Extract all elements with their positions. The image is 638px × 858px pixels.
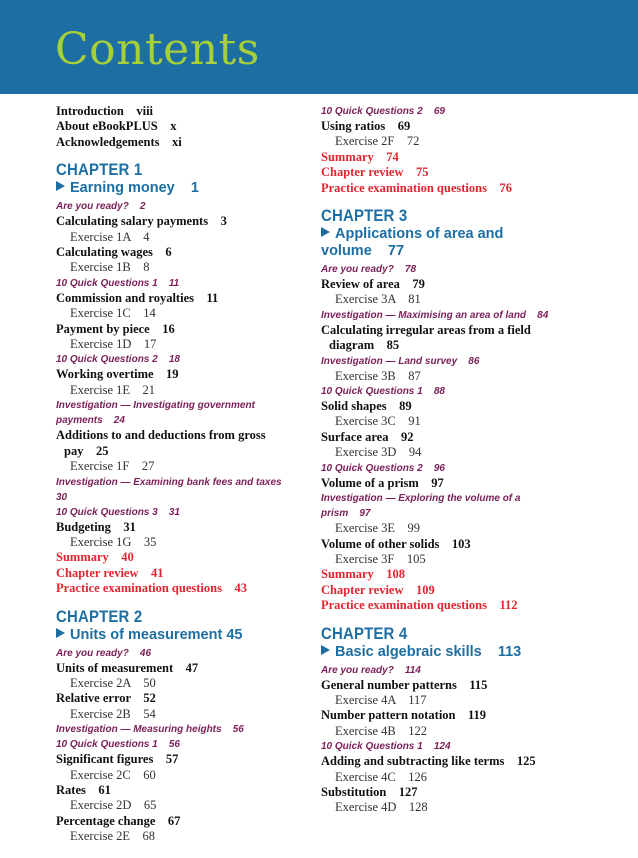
exercise-entry[interactable]: Exercise 1A 4 <box>70 229 150 244</box>
section-entry[interactable]: Volume of other solids 103 <box>321 536 471 551</box>
section-entry[interactable]: Units of measurement 47 <box>56 660 199 675</box>
activity-entry[interactable]: Investigation — Exploring the volume of a prism 97 <box>321 493 524 520</box>
activity-entry[interactable]: 10 Quick Questions 1 56 <box>56 739 180 751</box>
section-entry[interactable]: Commission and royalties 11 <box>56 290 219 305</box>
chapter-heading[interactable]: CHAPTER 1 <box>56 160 143 180</box>
section-entry[interactable]: Budgeting 31 <box>56 519 136 534</box>
review-entry[interactable]: Chapter review 75 <box>321 165 429 180</box>
section-entry[interactable]: Review of area 79 <box>321 277 425 292</box>
exercise-entry[interactable]: Exercise 4B 122 <box>335 723 427 738</box>
section-entry[interactable]: Additions to and deductions from gross pay 25 <box>56 428 269 458</box>
activity-entry[interactable]: Are you ready? 78 <box>321 264 417 276</box>
triangle-arrow-icon <box>56 181 65 191</box>
chapter-title[interactable] <box>56 180 282 197</box>
chapter-title-text: Applications of area and volume 77 <box>321 226 508 260</box>
chapter-heading[interactable]: CHAPTER 2 <box>56 606 143 626</box>
section-entry[interactable]: Introduction viii <box>56 104 154 118</box>
exercise-entry[interactable]: Exercise 4A 117 <box>335 692 427 707</box>
exercise-entry[interactable]: Exercise 1E 21 <box>70 382 156 397</box>
section-entry[interactable]: Relative error 52 <box>56 691 156 706</box>
exercise-entry[interactable]: Exercise 2F 72 <box>335 134 420 149</box>
exercise-entry[interactable]: Exercise 4D 128 <box>335 800 428 815</box>
section-entry[interactable]: Volume of a prism 97 <box>321 475 444 490</box>
review-entry[interactable]: Summary 108 <box>321 567 406 582</box>
review-entry[interactable]: Practice examination questions 112 <box>321 598 518 613</box>
exercise-entry[interactable]: Exercise 3B 87 <box>335 368 421 383</box>
chapter-title-text: Units of measurement 45 <box>70 626 243 643</box>
exercise-entry[interactable]: Exercise 3E 99 <box>335 521 421 536</box>
section-entry[interactable]: Acknowledgements xi <box>56 134 182 149</box>
activity-entry[interactable]: Are you ready? 114 <box>321 664 421 676</box>
chapter-heading[interactable]: CHAPTER 3 <box>321 206 408 226</box>
activity-entry[interactable]: 10 Quick Questions 2 96 <box>321 462 445 474</box>
exercise-entry[interactable]: Exercise 3C 91 <box>335 414 421 429</box>
exercise-entry[interactable]: Exercise 2B 54 <box>70 706 156 721</box>
section-entry[interactable]: Working overtime 19 <box>56 367 179 382</box>
section-entry[interactable]: Calculating wages 6 <box>56 245 172 260</box>
activity-entry[interactable]: Are you ready? 46 <box>56 647 152 659</box>
exercise-entry[interactable]: Exercise 3F 105 <box>335 551 426 566</box>
activity-entry[interactable]: Are you ready? 2 <box>56 201 146 213</box>
section-entry[interactable]: Solid shapes 89 <box>321 399 412 414</box>
section-entry[interactable]: Surface area 92 <box>321 429 414 444</box>
section-entry[interactable]: Payment by piece 16 <box>56 321 175 336</box>
section-entry[interactable]: General number patterns 115 <box>321 677 488 692</box>
section-entry[interactable]: Calculating salary payments 3 <box>56 214 227 229</box>
exercise-entry[interactable]: Exercise 1D 17 <box>70 337 157 352</box>
review-entry[interactable]: Chapter review 41 <box>56 565 164 580</box>
exercise-entry[interactable]: Exercise 4C 126 <box>335 769 427 784</box>
activity-entry[interactable]: Investigation — Land survey 86 <box>321 355 480 367</box>
activity-entry[interactable]: 10 Quick Questions 1 11 <box>56 277 180 289</box>
exercise-entry[interactable]: Exercise 1F 27 <box>70 459 155 474</box>
activity-entry[interactable]: Investigation — Investigating government payments 24 <box>56 400 258 427</box>
exercise-entry[interactable]: Exercise 3D 94 <box>335 445 422 460</box>
exercise-entry[interactable]: Exercise 1G 35 <box>70 534 157 549</box>
toc-left-column <box>56 104 293 845</box>
activity-entry[interactable]: 10 Quick Questions 2 18 <box>56 354 180 366</box>
chapter-title[interactable] <box>321 644 549 661</box>
activity-entry[interactable]: 10 Quick Questions 2 69 <box>321 106 445 117</box>
section-entry[interactable]: Adding and subtracting like terms 125 <box>321 754 536 769</box>
chapter-title[interactable] <box>56 627 282 644</box>
review-entry[interactable]: Summary 40 <box>56 550 134 565</box>
exercise-entry[interactable]: Exercise 1C 14 <box>70 306 156 321</box>
section-entry[interactable]: About eBookPLUS x <box>56 119 177 134</box>
section-entry[interactable]: Using ratios 69 <box>321 119 411 133</box>
exercise-entry[interactable]: Exercise 2D 65 <box>70 798 157 813</box>
triangle-arrow-icon <box>56 628 65 638</box>
section-entry[interactable]: Significant figures 57 <box>56 752 179 767</box>
section-entry[interactable]: Percentage change 67 <box>56 813 181 828</box>
activity-entry[interactable]: Investigation — Measuring heights 56 <box>56 724 244 736</box>
activity-entry[interactable]: Investigation — Maximising an area of land 84 <box>321 309 549 321</box>
exercise-entry[interactable]: Exercise 2A 50 <box>70 675 156 690</box>
toc-right-column <box>321 104 549 816</box>
exercise-entry[interactable]: Exercise 1B 8 <box>70 260 150 275</box>
exercise-entry[interactable]: Exercise 2C 60 <box>70 767 156 782</box>
page-title: Contents <box>55 24 260 75</box>
exercise-entry[interactable]: Exercise 2E 68 <box>70 829 156 844</box>
section-entry[interactable]: Substitution 127 <box>321 784 418 799</box>
section-entry[interactable]: Rates 61 <box>56 782 111 797</box>
chapter-heading[interactable]: CHAPTER 4 <box>321 623 408 643</box>
section-entry[interactable]: Calculating irregular areas from a field diagram 85 <box>321 322 534 353</box>
triangle-arrow-icon <box>321 645 330 655</box>
review-entry[interactable]: Practice examination questions 43 <box>56 581 247 596</box>
activity-entry[interactable]: Investigation — Examining bank fees and taxes 30 <box>56 476 293 503</box>
triangle-arrow-icon <box>321 227 330 237</box>
section-entry[interactable]: Number pattern notation 119 <box>321 708 487 723</box>
chapter-title-text: Basic algebraic skills 113 <box>335 643 522 660</box>
exercise-entry[interactable]: Exercise 3A 81 <box>335 292 421 307</box>
review-entry[interactable]: Chapter review 109 <box>321 582 435 597</box>
activity-entry[interactable]: 10 Quick Questions 1 124 <box>321 741 451 753</box>
activity-entry[interactable]: 10 Quick Questions 3 31 <box>56 506 180 518</box>
activity-entry[interactable]: 10 Quick Questions 1 88 <box>321 386 445 398</box>
chapter-title[interactable] <box>321 226 549 260</box>
contents-header <box>0 0 638 94</box>
review-entry[interactable]: Summary 74 <box>321 149 399 164</box>
review-entry[interactable]: Practice examination questions 76 <box>321 180 512 195</box>
chapter-title-text: Earning money 1 <box>70 180 199 197</box>
